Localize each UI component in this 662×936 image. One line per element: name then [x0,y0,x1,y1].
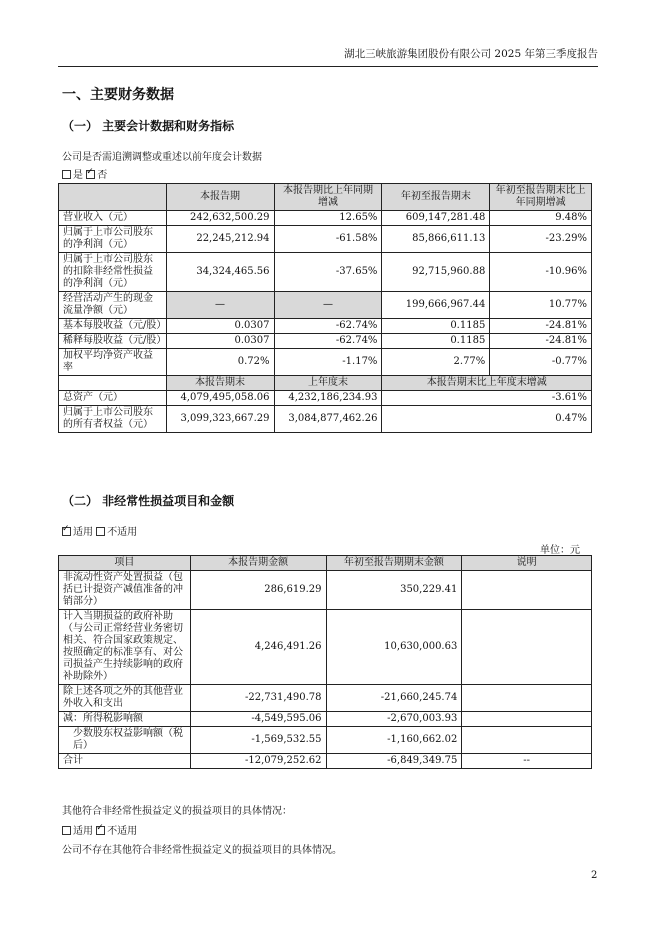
table-row [59,211,592,226]
row-item: 计入当期损益的政府补助（与公司正常经营业务密切相关、符合国家政策规定、按照确定的标准享有、对公司损益产生持续影响的政府补助除外） [59,610,191,685]
row-item: 合计 [59,754,191,769]
cell-value: 4,079,495,058.06 [166,391,274,406]
cell-value: 242,632,500.29 [166,211,274,226]
cell-note: -- [462,754,592,769]
cell-value: 34,324,465.56 [166,253,274,292]
table-row [59,349,592,376]
cell-value: -62.74% [274,334,382,349]
option-yes: 是 [73,170,83,181]
page-number: 2 [591,870,598,881]
table-row [59,391,592,406]
cell-value: 0.0307 [166,334,274,349]
cell-value: 12.65% [274,211,382,226]
unit-label: 单位：元 [540,545,580,556]
table-row [59,226,592,253]
row-label: 稀释每股收益（元/股） [59,334,167,349]
cell-value: 3,099,323,667.29 [166,406,274,433]
cell-value: 85,866,611.13 [382,226,490,253]
table-row [59,406,592,433]
cell-value: -4,549,595.06 [190,712,326,727]
cell-value: 3,084,877,462.26 [274,406,382,433]
cell-value: -12,079,252.62 [190,754,326,769]
row-label: 归属于上市公司股东的净利润（元） [59,226,167,253]
cell-value: 286,619.29 [190,571,326,610]
table-row [59,727,592,754]
header-current-amount: 本报告期金额 [190,556,326,571]
cell-value: -22,731,490.78 [190,685,326,712]
cell-value: -0.77% [490,349,592,376]
retro-options [62,166,107,181]
cell-value: -21,660,245.74 [326,685,462,712]
page-header: 湖北三峡旅游集团股份有限公司 2025 年第三季度报告 [58,46,598,67]
other-items-text: 其他符合非经常性损益定义的损益项目的具体情况： [62,806,292,817]
cell-value: 350,229.41 [326,571,462,610]
row-label: 营业收入（元） [59,211,167,226]
applicable-options [62,523,137,538]
applicable-options-2 [62,822,137,837]
option-not-applicable: 不适用 [107,826,138,837]
cell-value: 22,245,212.94 [166,226,274,253]
sub-header-prior-year-end: 上年度末 [274,376,382,391]
no-other-items-text: 公司不存在其他符合非经常性损益定义的损益项目的具体情况。 [62,845,342,856]
option-no: 否 [97,170,108,181]
cell-value: -62.74% [274,319,382,334]
row-label: 基本每股收益（元/股） [59,319,167,334]
financial-data-table [58,183,592,433]
sub-header-change: 本报告期末比上年度末增减 [382,376,592,391]
table-row [59,253,592,292]
row-label: 经营活动产生的现金流量净额（元） [59,292,167,319]
cell-note [462,610,592,685]
cell-value: -24.81% [490,334,592,349]
header-item: 项目 [59,556,191,571]
checkbox-not-applicable-icon [96,527,105,536]
table-row [59,334,592,349]
table-row [59,319,592,334]
row-item: 非流动性资产处置损益（包括已计提资产减值准备的冲销部分） [59,571,191,610]
cell-value: -3.61% [382,391,592,406]
table-row [59,685,592,712]
cell-value: 9.48% [490,211,592,226]
subsection-title-2: （二） 非经常性损益项目和金额 [62,494,235,508]
cell-value: -10.96% [490,253,592,292]
sub-header-blank [59,376,167,391]
row-label: 总资产（元） [59,391,167,406]
cell-value: -1,160,662.02 [326,727,462,754]
non-recurring-items-table [58,555,592,769]
table-row [59,712,592,727]
retro-question: 公司是否需追溯调整或重述以前年度会计数据 [62,152,262,163]
cell-value: -2,670,003.93 [326,712,462,727]
table-header-row [59,556,592,571]
checkbox-applicable-icon [62,826,71,835]
sub-header-period-end: 本报告期末 [166,376,274,391]
cell-note [462,712,592,727]
cell-value: 0.0307 [166,319,274,334]
checkbox-no-checked-icon [86,170,95,179]
cell-value: 0.72% [166,349,274,376]
checkbox-not-applicable-checked-icon [96,826,105,835]
cell-value: -1.17% [274,349,382,376]
table-row [59,571,592,610]
cell-value: 199,666,967.44 [382,292,490,319]
cell-value: — [274,292,382,319]
checkbox-yes-icon [62,170,71,179]
cell-value: 10.77% [490,292,592,319]
option-applicable: 适用 [73,527,93,538]
table-row [59,292,592,319]
cell-value: 0.1185 [382,334,490,349]
cell-value: 92,715,960.88 [382,253,490,292]
cell-value: 4,246,491.26 [190,610,326,685]
cell-value: -37.65% [274,253,382,292]
row-label: 归属于上市公司股东的扣除非经常性损益的净利润（元） [59,253,167,292]
subsection-title-1: （一） 主要会计数据和财务指标 [62,119,235,133]
cell-value: -23.29% [490,226,592,253]
cell-value: -1,569,532.55 [190,727,326,754]
cell-note [462,685,592,712]
row-item: 少数股东权益影响额（税后） [59,727,191,754]
section-title: 一、主要财务数据 [62,87,174,103]
row-item: 除上述各项之外的其他营业外收入和支出 [59,685,191,712]
row-label: 归属于上市公司股东的所有者权益（元） [59,406,167,433]
header-ytd-change: 年初至报告期末比上年同期增减 [490,184,592,211]
cell-value: -6,849,349.75 [326,754,462,769]
cell-note [462,571,592,610]
header-current-period: 本报告期 [166,184,274,211]
cell-value: 2.77% [382,349,490,376]
cell-note [462,727,592,754]
cell-value: 10,630,000.63 [326,610,462,685]
table-header-row [59,184,592,211]
header-current-change: 本报告期比上年同期增减 [274,184,382,211]
cell-value: 0.47% [382,406,592,433]
row-label: 加权平均净资产收益率 [59,349,167,376]
header-note: 说明 [462,556,592,571]
cell-value: — [166,292,274,319]
cell-value: -24.81% [490,319,592,334]
cell-value: 0.1185 [382,319,490,334]
header-blank [59,184,167,211]
table-row [59,754,592,769]
cell-value: 4,232,186,234.93 [274,391,382,406]
header-ytd: 年初至报告期末 [382,184,490,211]
option-applicable: 适用 [73,826,93,837]
table-row [59,610,592,685]
checkbox-applicable-checked-icon [62,527,71,536]
sub-header-row [59,376,592,391]
option-not-applicable: 不适用 [107,527,138,538]
header-ytd-amount: 年初至报告期期末金额 [326,556,462,571]
row-item: 减：所得税影响额 [59,712,191,727]
cell-value: 609,147,281.48 [382,211,490,226]
cell-value: -61.58% [274,226,382,253]
